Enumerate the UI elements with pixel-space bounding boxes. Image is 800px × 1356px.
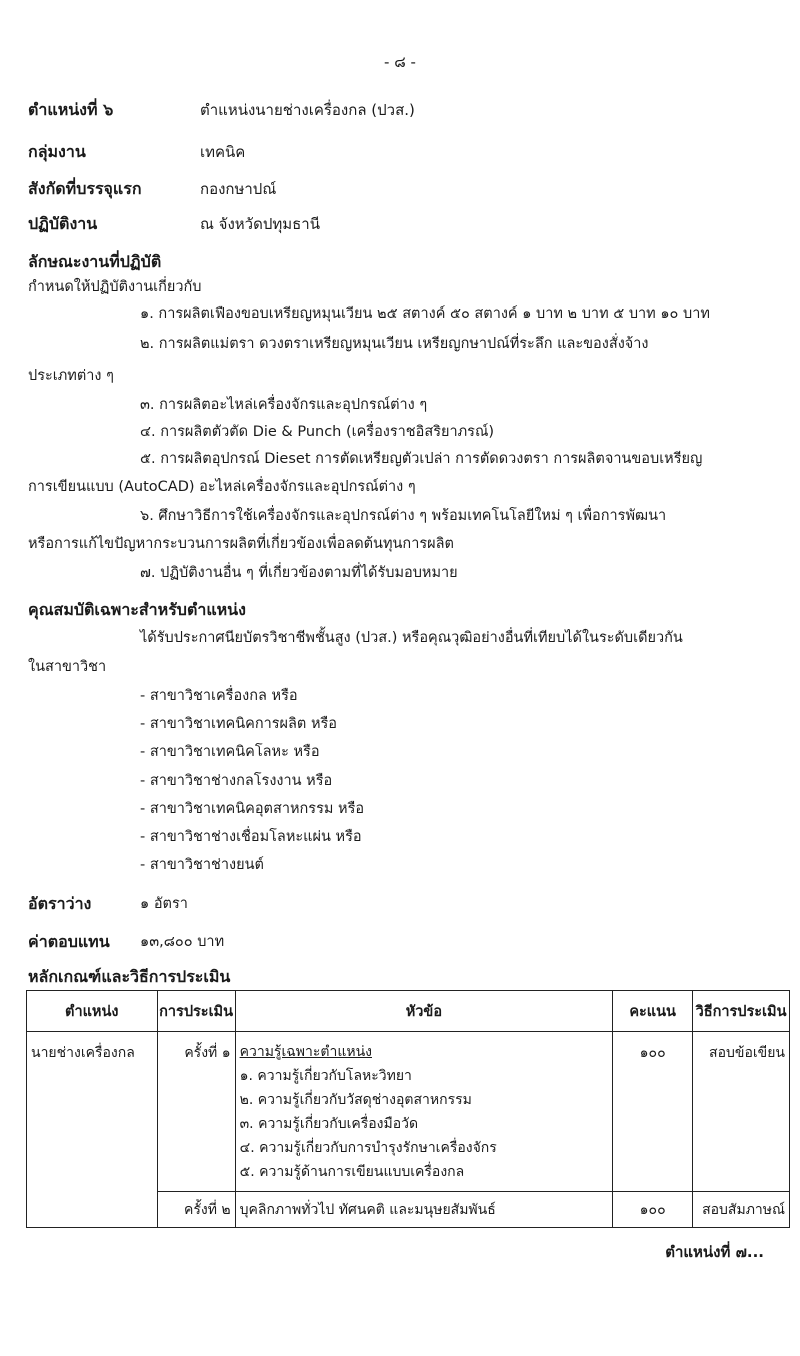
header-method: วิธีการประเมิน: [693, 991, 790, 1032]
duty-line: ๔. การผลิตตัวตัด Die & Punch (เครื่องราชอิสริยาภรณ์): [140, 424, 495, 440]
salary-value: ๑๓,๘๐๐ บาท: [140, 934, 225, 950]
list-item: ๔. ความรู้เกี่ยวกับการบำรุงรักษาเครื่องจักร: [239, 1140, 497, 1156]
position-value: ตำแหน่งนายช่างเครื่องกล (ปวส.): [200, 101, 415, 119]
vacancy-value: ๑ อัตรา: [140, 896, 188, 912]
duty-line: ๒. การผลิตแม่ตรา ดวงตราเหรียญหมุนเวียน เหรียญกษาปณ์ที่ระลึก และของสั่งจ้าง: [140, 336, 649, 352]
duty-line-continued: ประเภทต่าง ๆ: [28, 368, 114, 384]
major-item: - สาขาวิชาเครื่องกล หรือ: [140, 688, 298, 704]
topic-cell: [235, 1032, 613, 1192]
header-score: คะแนน: [613, 991, 693, 1032]
first-affiliation-value: กองกษาปณ์: [200, 180, 277, 198]
position-label: ตำแหน่งที่ ๖: [28, 100, 114, 119]
method-cell: สอบข้อเขียน: [693, 1032, 790, 1192]
qualifications-heading: คุณสมบัติเฉพาะสำหรับตำแหน่ง: [28, 600, 246, 619]
list-item: ๑. ความรู้เกี่ยวกับโลหะวิทยา: [239, 1068, 412, 1084]
duty-line: ๖. ศึกษาวิธีการใช้เครื่องจักรและอุปกรณ์ต่าง ๆ พร้อมเทคโนโลยีใหม่ ๆ เพื่อการพัฒนา: [140, 508, 667, 524]
work-group-value: เทคนิค: [200, 143, 246, 161]
page-number: - ๘ -: [384, 53, 416, 71]
round-label: ครั้งที่ ๑: [157, 1032, 235, 1192]
score-cell: ๑๐๐: [613, 1032, 693, 1192]
duty-line: ๑. การผลิตเฟืองขอบเหรียญหมุนเวียน ๒๕ สตางค์ ๕๐ สตางค์ ๑ บาท ๒ บาท ๕ บาท ๑๐ บาท: [140, 306, 710, 322]
work-location-value: ณ จังหวัดปทุมธานี: [200, 215, 320, 233]
first-affiliation-label: สังกัดที่บรรจุแรก: [28, 179, 142, 198]
header-position: ตำแหน่ง: [27, 991, 158, 1032]
work-location-label: ปฏิบัติงาน: [28, 214, 98, 233]
score-cell: ๑๐๐: [613, 1192, 693, 1228]
duty-line-continued: หรือการแก้ไขปัญหากระบวนการผลิตที่เกี่ยวข้องเพื่อลดต้นทุนการผลิต: [28, 536, 454, 552]
major-item: - สาขาวิชาเทคนิคโลหะ หรือ: [140, 744, 320, 760]
criteria-heading: หลักเกณฑ์และวิธีการประเมิน: [28, 967, 231, 986]
major-item: - สาขาวิชาช่างยนต์: [140, 857, 264, 873]
round-label: ครั้งที่ ๒: [157, 1192, 235, 1228]
list-item: ๕. ความรู้ด้านการเขียนแบบเครื่องกล: [239, 1164, 465, 1180]
duty-line: ๓. การผลิตอะไหล่เครื่องจักรและอุปกรณ์ต่าง ๆ: [140, 397, 428, 413]
table-row: [27, 1032, 790, 1192]
duty-line-continued: การเขียนแบบ (AutoCAD) อะไหล่เครื่องจักรและอุปกรณ์ต่าง ๆ: [28, 479, 416, 495]
duty-line: ๕. การผลิตอุปกรณ์ Dieset การตัดเหรียญตัวเปล่า การตัดดวงตรา การผลิตจานขอบเหรียญ: [140, 451, 703, 467]
topic-cell: บุคลิกภาพทั่วไป ทัศนคติ และมนุษยสัมพันธ์: [235, 1192, 613, 1228]
topic-title: ความรู้เฉพาะตำแหน่ง: [239, 1044, 372, 1060]
list-item: ๒. ความรู้เกี่ยวกับวัสดุช่างอุตสาหกรรม: [239, 1092, 472, 1108]
duty-line: ๗. ปฏิบัติงานอื่น ๆ ที่เกี่ยวข้องตามที่ได้รับมอบหมาย: [140, 565, 458, 581]
position-cell: นายช่างเครื่องกล: [27, 1032, 158, 1228]
qualifications-text: ได้รับประกาศนียบัตรวิชาชีพชั้นสูง (ปวส.) หรือคุณวุฒิอย่างอื่นที่เทียบได้ในระดับเดียวกัน: [140, 630, 683, 646]
major-item: - สาขาวิชาช่างกลโรงงาน หรือ: [140, 773, 333, 789]
header-assessment: การประเมิน: [157, 991, 235, 1032]
major-item: - สาขาวิชาเทคนิคอุตสาหกรรม หรือ: [140, 801, 365, 817]
criteria-table: [26, 990, 790, 1228]
salary-label: ค่าตอบแทน: [28, 932, 110, 951]
list-item: ๓. ความรู้เกี่ยวกับเครื่องมือวัด: [239, 1116, 419, 1132]
method-cell: สอบสัมภาษณ์: [693, 1192, 790, 1228]
next-page-indicator: ตำแหน่งที่ ๗...: [665, 1243, 764, 1261]
header-topic: หัวข้อ: [235, 991, 613, 1032]
major-item: - สาขาวิชาช่างเชื่อมโลหะแผ่น หรือ: [140, 829, 362, 845]
work-group-label: กลุ่มงาน: [28, 142, 86, 161]
duties-heading: ลักษณะงานที่ปฏิบัติ: [28, 252, 162, 271]
vacancy-label: อัตราว่าง: [28, 894, 92, 913]
topic-list: [240, 1064, 609, 1184]
criteria-header-row: [27, 991, 790, 1032]
duties-intro: กำหนดให้ปฏิบัติงานเกี่ยวกับ: [28, 279, 202, 295]
major-item: - สาขาวิชาเทคนิคการผลิต หรือ: [140, 716, 338, 732]
qualifications-text-continued: ในสาขาวิชา: [28, 659, 107, 675]
